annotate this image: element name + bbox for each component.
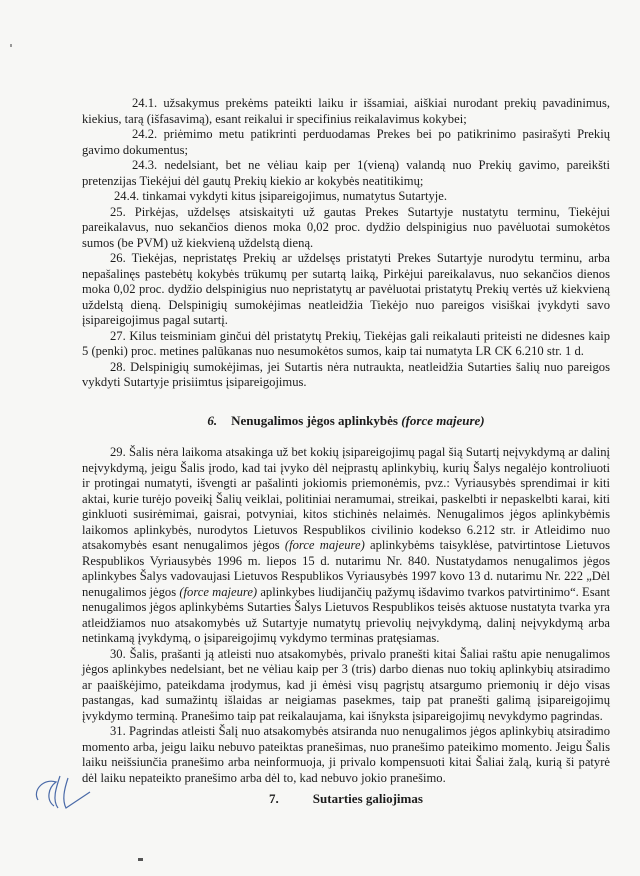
clause-29-part: aplinkybes liudijančių pažymų išdavimo tvarkos patvirtinimo“. Esant nenugalimos jėgos aplinkybėms Sutarties Šalys Lietuvos Respublikos teisės aktuose nustatyta tvarka yra atleidžiamos nuo atsakomybės už Sutartyje numatytų prievolių neįvykdymą, dalinį neįvykdymą arba netinkamą įvykdymą, o įsipareigojimų vykdymo terminas pratęsiamas. <box>82 584 610 645</box>
clause-28: 28. Delspinigių sumokėjimas, jei Sutartis nėra nutraukta, neatleidžia Sutarties šalių nuo pareigos vykdyti Sutartyje prisiimtus įsipareigojimus. <box>82 359 610 389</box>
section-6-heading <box>82 413 610 429</box>
section-number: 6. <box>207 412 218 428</box>
clause-29-part: aplinkybėms taisyklėse, patvirtintose Lietuvos Respublikos Vyriausybės 1996 m. liepos 15 d. nutarimu Nr. 840. Nustatydamos nenugalimos jėgos aplinkybes Šalys vadovaujasi Lietuvos Respublikos Vyriausybės 1997 kovo 13 d. nutarimu Nr. 222 „Dėl nenugalimos jėgos <box>82 538 610 599</box>
clause-29-italic: (force majeure) <box>284 538 365 552</box>
clause-24-1: 24.1. užsakymus prekėms pateikti laiku ir išsamiai, aiškiai nurodant prekių pavadinimus, kiekius, tarą (išfasavimą), esant reikalui ir specifinius reikalavimus kokybei; <box>82 96 610 126</box>
clause-26: 26. Tiekėjas, nepristatęs Prekių ar uždelsęs pristatyti Prekes Sutartyje nurodytu terminu, arba nepašalinęs pastebėtų kokybės trūkumų per sutartą laiką, Pirkėjui pareikalavus, nuo sekančios dienos moka 0,02 proc. dydžio delspinigius nuo nepristatytų ar pavėluotai pristatytų Prekių vertės už kiekvieną uždelstą dieną. Delspinigių sumokėjimas neatleidžia Tiekėjo nuo pareigos visiškai įvykdyti savo įsipareigojimus pagal sutartį. <box>82 251 610 327</box>
clause-29-part: 29. Šalis nėra laikoma atsakinga už bet kokių įsipareigojimų pagal šią Sutartį neįvykdymą ar dalinį neįvykdymą, jeigu Šalis įrodo, kad tai įvyko dėl neįprastų aplinkybių, kurių Šalys negalėjo kontroliuoti ir protingai numatyti, išvengti ar pašalinti jokiomis priemonėmis, pvz.: Vyriausybės sprendimai ir kiti aktai, kurie turėjo poveikį Šalių veiklai, politiniai neramumai, streikai, paskelbti ir nepaskelbti karai, kiti ginkluoti susirėmimai, gaisrai, potvyniai, kitos stichinės nelaimės. Nenugalimos jėgos aplinkybėmis laikomos aplinkybės, nurodytos Lietuvos Respublikos civilinio kodekso 6.212 str. ir Atleidimo nuo atsakomybės esant nenugalimos jėgos <box>82 445 610 552</box>
signature-mark <box>30 770 100 815</box>
section-number: 7. <box>269 791 279 806</box>
clause-29-italic: (force majeure) <box>179 584 258 599</box>
scan-speck <box>10 44 12 47</box>
clause-31: 31. Pagrindas atleisti Šalį nuo atsakomybės atsiranda nuo nenugalimos jėgos aplinkybių atsiradimo momento arba, jeigu laiku nebuvo pateiktas pranešimas, nuo pranešimo pateikimo momento. Jeigu Šalis laiku neišsiunčia pranešimo arba neinformuoja, ji privalo kompensuoti kitai Šaliai žalą, kurią ši patyrė dėl laiku nepateikto pranešimo arba dėl to, kad nebuvo jokio pranešimo. <box>82 724 610 785</box>
clause-25: 25. Pirkėjas, uždelsęs atsiskaityti už gautas Prekes Sutartyje nustatytu terminu, Tiekėjui pareikalavus, nuo sekančios dienos moka 0,02 proc. dydžio delspinigius nuo pavėluotai sumokėtos sumos (be PVM) už kiekvieną uždelstą dieną. <box>82 204 610 250</box>
scan-speck <box>138 858 143 861</box>
section-title-italic: (force majeure) <box>401 412 485 428</box>
clause-24-2: 24.2. priėmimo metu patikrinti perduodamas Prekes bei po patikrinimo pasirašyti Prekių gavimo dokumentus; <box>82 127 610 157</box>
clause-29 <box>82 445 610 647</box>
section-title: Sutarties galiojimas <box>312 791 423 806</box>
document-body <box>82 96 610 786</box>
clause-24-3: 24.3. nedelsiant, bet ne vėliau kaip per 1(vieną) valandą nuo Prekių gavimo, pareikšti pretenzijas Tiekėjui dėl gautų Prekių kiekio ar kokybės neatitikimų; <box>82 158 610 188</box>
clause-24-4: 24.4. tinkamai vykdyti kitus įsipareigojimus, numatytus Sutartyje. <box>114 189 448 203</box>
clause-27: 27. Kilus teisminiam ginčui dėl pristatytų Prekių, Tiekėjas gali reikalauti priteisti ne didesnes kaip 5 (penki) proc. metines palūkanas nuo nesumokėtos sumos, kaip tai numatyta LR CK 6.210 str. 1 d. <box>82 328 610 358</box>
section-title: Nenugalimos jėgos aplinkybės <box>231 412 398 428</box>
section-7-heading <box>82 791 610 807</box>
clause-30: 30. Šalis, prašanti ją atleisti nuo atsakomybės, privalo pranešti kitai Šaliai raštu apie nenugalimos jėgos aplinkybes nedelsiant, bet ne vėliau kaip per 3 (tris) darbo dienas nuo tokių aplinkybių atsiradimo ar paaiškėjimo, pateikdama įrodymus, kad ji ėmėsi visų pagrįstų atsargumo priemonių ir dėjo visas pastangas, kad sumažintų išlaidas ar neigiamas pasekmes, taip pat pranešti galimą įsipareigojimų įvykdymo terminą. Pranešimo taip pat reikalaujama, kai išnyksta įsipareigojimų nevykdymo pagrindas. <box>82 646 610 723</box>
